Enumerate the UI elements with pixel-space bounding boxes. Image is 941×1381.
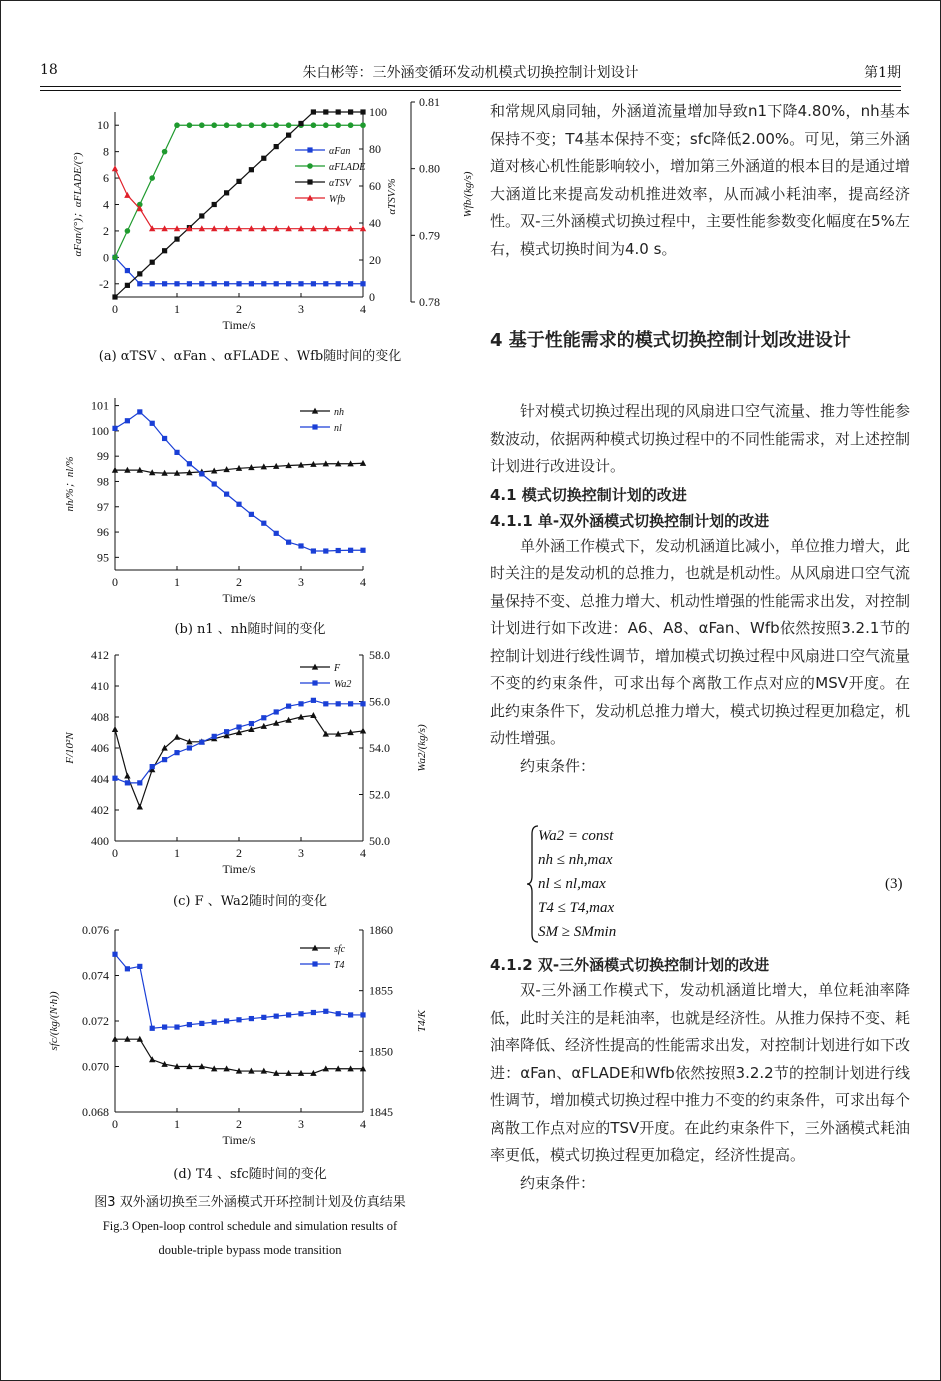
section-4-heading-wrap <box>490 326 910 356</box>
data-point-T4 <box>137 964 142 969</box>
data-point-αFLADE <box>149 175 155 181</box>
data-point-Wa2 <box>187 745 192 750</box>
data-point-F <box>112 726 118 732</box>
right-column-body <box>490 398 910 780</box>
data-point-Wa2 <box>286 704 291 709</box>
data-point-αFan <box>249 281 254 286</box>
equation-line-3: nl ≤ nl,max <box>538 876 606 892</box>
data-point-nl <box>298 543 303 548</box>
data-point-T4 <box>174 1024 179 1029</box>
series-line-αTSV <box>115 112 366 297</box>
panel-c-caption: (c) F 、Wa2随时间的变化 <box>173 894 327 909</box>
data-point-Wa2 <box>360 701 365 706</box>
y-axis-label-left: αFan/(°)；αFLADE/(°) <box>72 152 84 257</box>
data-point-αTSV <box>137 271 142 276</box>
data-point-αFLADE <box>187 122 193 128</box>
x-tick-label: 1 <box>174 302 180 316</box>
data-point-αTSV <box>212 202 217 207</box>
y-tick-label-left: 402 <box>91 803 109 817</box>
right-column-bottom <box>490 953 910 1197</box>
data-point-T4 <box>112 952 117 957</box>
data-point-Wa2 <box>174 750 179 755</box>
y-tick-label-mid: 60 <box>369 179 381 193</box>
y-tick-label-mid: 1845 <box>369 1105 393 1119</box>
data-point-αFLADE <box>348 122 354 128</box>
y-tick-label-left: -2 <box>99 276 109 291</box>
y-tick-label-left: 406 <box>91 741 109 755</box>
data-point-αFan <box>212 281 217 286</box>
data-point-αFLADE <box>335 122 341 128</box>
y-tick-label-mid: 20 <box>369 253 381 267</box>
y-tick-label-mid: 50.0 <box>369 834 390 848</box>
y-tick-label-right: 0.80 <box>419 161 440 176</box>
legend-marker-αFan <box>307 147 312 152</box>
data-point-αFan <box>336 281 341 286</box>
y-axis-label-right: Wfb/(kg/s) <box>462 171 474 218</box>
y-tick-label-mid: 40 <box>369 216 381 230</box>
data-point-T4 <box>311 1010 316 1015</box>
data-point-αFLADE <box>199 122 205 128</box>
subsection-4-1-1: 4.1.1 单-双外涵模式切换控制计划的改进 <box>490 511 770 530</box>
data-point-αTSV <box>311 109 316 114</box>
figure-caption-cn: 图3 双外涵切换至三外涵模式开环控制计划及仿真结果 <box>94 1195 406 1210</box>
constraint-label-1: 约束条件： <box>520 756 596 775</box>
x-tick-label: 3 <box>298 302 304 316</box>
figure-3-charts <box>40 92 485 1147</box>
y-tick-label-left: 97 <box>97 499 109 514</box>
data-point-T4 <box>323 1009 328 1014</box>
paragraph-4: 双-三外涵工作模式下，发动机涵道比增大，单位耗油率降低，此时关注的是耗油率，也就是经济性。从推力保持不变、耗油率降低、经济性提高的性能需求出发，对控制计划进行如下改进：αFan、αFLADE和Wfb依然按照3.2.2节的控制计划进行线性调节，增加模式切换过程中推力不变的约束条件，可求出每个离散工作点对应的TSV开度。在此约束条件下，三外涵模式耗油率更低，模式切换过程更加稳定，经济性提高。 <box>490 981 911 1164</box>
x-axis-label: Time/s <box>222 318 256 332</box>
data-point-Wa2 <box>162 757 167 762</box>
y-tick-label-left: 2 <box>103 223 109 238</box>
data-point-αFLADE <box>323 122 329 128</box>
equation-line-5: SM ≥ SMmin <box>538 924 617 940</box>
x-tick-label: 2 <box>236 575 242 589</box>
header-rule <box>40 86 901 87</box>
data-point-Wa2 <box>249 721 254 726</box>
y-tick-label-left: 0.070 <box>82 1059 109 1074</box>
y-axis-label-left: F/10²N <box>64 732 76 764</box>
paragraph-3: 单外涵工作模式下，发动机涵道比减小，单位推力增大，此时关注的是发动机的总推力，也就是机动性。从风扇进口空气流量保持不变、总推力增大、机动性增强的性能需求出发，对控制计划进行如下改进：A6、A8、αFan、Wfb依然按照3.2.1节的控制计划进行线性调节，增加模式切换过程中风扇进口空气流量不变的约束条件，可求出每个离散工作点对应的MSV开度。在此约束条件下，发动机总推力增大，模式切换过程更加稳定，机动性增强。 <box>490 536 911 747</box>
data-point-T4 <box>125 966 130 971</box>
legend-label-Wfb: Wfb <box>329 194 346 205</box>
legend-label-T4: T4 <box>334 960 345 971</box>
data-point-nl <box>150 421 155 426</box>
data-point-αTSV <box>125 283 130 288</box>
data-point-T4 <box>249 1016 254 1021</box>
x-tick-label: 1 <box>174 1117 180 1131</box>
y-tick-label-left: 98 <box>97 474 109 489</box>
data-point-T4 <box>348 1012 353 1017</box>
data-point-Wfb <box>124 192 130 198</box>
data-point-αFan <box>199 281 204 286</box>
data-point-F <box>360 728 366 734</box>
data-point-Wa2 <box>236 724 241 729</box>
x-tick-label: 0 <box>112 302 118 316</box>
data-point-T4 <box>236 1017 241 1022</box>
equation-line-1: Wa2 = const <box>538 828 614 844</box>
data-point-Wa2 <box>137 780 142 785</box>
data-point-αFan <box>286 281 291 286</box>
data-point-Wa2 <box>261 715 266 720</box>
data-point-nl <box>311 548 316 553</box>
data-point-αFan <box>274 281 279 286</box>
data-point-nl <box>199 471 204 476</box>
legend-marker-T4 <box>312 961 317 966</box>
figure-caption-en-1: Fig.3 Open-loop control schedule and simulation results of <box>102 1219 398 1233</box>
x-tick-label: 4 <box>360 1117 366 1131</box>
legend-marker-αTSV <box>307 179 312 184</box>
data-point-αTSV <box>298 121 303 126</box>
legend-label-Wa2: Wa2 <box>334 679 352 690</box>
subsection-4-1-2: 4.1.2 双-三外涵模式切换控制计划的改进 <box>490 956 770 974</box>
data-point-nl <box>125 418 130 423</box>
y-tick-label-mid: 1860 <box>369 923 393 937</box>
x-axis-label: Time/s <box>222 1133 256 1147</box>
data-point-T4 <box>187 1022 192 1027</box>
data-point-αFLADE <box>311 122 317 128</box>
y-tick-label-left: 0.076 <box>82 923 109 937</box>
data-point-T4 <box>261 1015 266 1020</box>
x-tick-label: 2 <box>236 846 242 860</box>
x-tick-label: 4 <box>360 575 366 589</box>
x-tick-label: 3 <box>298 1117 304 1131</box>
equation-line-4: T4 ≤ T4,max <box>538 900 615 916</box>
y-tick-label-left: 404 <box>91 772 109 786</box>
data-point-αFLADE <box>125 228 131 234</box>
panel-d-caption: (d) T4 、sfc随时间的变化 <box>173 1167 327 1182</box>
paragraph-2: 针对模式切换过程出现的风扇进口空气流量、推力等性能参数波动，依据两种模式切换过程中的不同性能需求，对上述控制计划进行改进设计。 <box>490 402 911 475</box>
series-line-αFLADE <box>115 125 366 257</box>
data-point-αFan <box>125 268 130 273</box>
data-point-αTSV <box>348 109 353 114</box>
data-point-sfc <box>149 1056 155 1062</box>
data-point-αTSV <box>261 156 266 161</box>
y-tick-label-left: 95 <box>97 550 109 565</box>
data-point-Wa2 <box>112 776 117 781</box>
data-point-T4 <box>212 1020 217 1025</box>
data-point-αFLADE <box>360 122 366 128</box>
data-point-αFLADE <box>249 122 255 128</box>
x-tick-label: 3 <box>298 575 304 589</box>
data-point-nl <box>224 492 229 497</box>
page-number: 18 <box>40 62 58 78</box>
data-point-αTSV <box>224 190 229 195</box>
data-point-αTSV <box>286 133 291 138</box>
data-point-T4 <box>274 1014 279 1019</box>
equation-number: (3) <box>885 876 903 892</box>
data-point-αFan <box>261 281 266 286</box>
data-point-αTSV <box>323 109 328 114</box>
issue-label: 第1期 <box>864 65 901 81</box>
data-point-αFLADE <box>112 255 118 261</box>
y-tick-label-mid: 1855 <box>369 983 393 998</box>
data-point-αFLADE <box>236 122 242 128</box>
y-tick-label-left: 96 <box>97 525 109 540</box>
y-tick-label-mid: 80 <box>369 142 381 156</box>
series-line-nl <box>115 412 363 551</box>
data-point-Wa2 <box>199 740 204 745</box>
y-tick-label-left: 410 <box>91 679 109 693</box>
data-point-nl <box>112 426 117 431</box>
y-tick-label-left: 0.072 <box>82 1014 109 1028</box>
header-rule-thin <box>40 90 901 91</box>
y-tick-label-left: 100 <box>91 423 109 438</box>
data-point-T4 <box>298 1011 303 1016</box>
data-point-T4 <box>286 1012 291 1017</box>
data-point-nl <box>274 531 279 536</box>
x-tick-label: 1 <box>174 846 180 860</box>
data-point-T4 <box>199 1021 204 1026</box>
running-title: 朱白彬等：三外涵变循环发动机模式切换控制计划设计 <box>302 65 639 81</box>
x-tick-label: 0 <box>112 1117 118 1131</box>
y-tick-label-left: 0.074 <box>82 968 109 983</box>
data-point-Wa2 <box>348 701 353 706</box>
y-tick-label-left: 99 <box>97 449 109 464</box>
running-header <box>40 62 901 86</box>
paragraph-1: 和常规风扇同轴，外涵道流量增加导致n1下降4.80%，nh基本保持不变；T4基本保持不变；sfc降低2.00%。可见，第三外涵道对核心机性能影响较小，增加第三外涵道的根本目的是通过增大涵道比来提高发动机推进效率，从而减小耗油率，提高经济性。双-三外涵模式切换过程中，主要性能参数变化幅度在5%左右，模式切换时间为4.0 s。 <box>490 102 911 258</box>
data-point-Wa2 <box>150 764 155 769</box>
y-axis-label-right: T4/K <box>416 1009 428 1033</box>
data-point-T4 <box>336 1011 341 1016</box>
data-point-αFLADE <box>261 122 267 128</box>
y-tick-label-left: 8 <box>103 144 109 159</box>
equation-line-2: nh ≤ nh,max <box>538 852 613 868</box>
data-point-T4 <box>150 1026 155 1031</box>
y-tick-label-mid: 1850 <box>369 1044 393 1059</box>
figure-caption-en-2: double-triple bypass mode transition <box>158 1243 342 1257</box>
data-point-αTSV <box>150 260 155 265</box>
y-tick-label-left: 0.068 <box>82 1105 109 1119</box>
data-point-αFan <box>187 281 192 286</box>
data-point-nl <box>261 521 266 526</box>
data-point-nl <box>336 548 341 553</box>
data-point-Wa2 <box>298 701 303 706</box>
data-point-αFan <box>323 281 328 286</box>
data-point-Wa2 <box>311 698 316 703</box>
data-point-Wa2 <box>323 701 328 706</box>
constraint-label-2: 约束条件： <box>520 1173 596 1192</box>
data-point-nl <box>249 512 254 517</box>
data-point-T4 <box>360 1012 365 1017</box>
data-point-αFLADE <box>273 122 279 128</box>
data-point-Wa2 <box>125 780 130 785</box>
data-point-F <box>137 804 143 810</box>
data-point-nl <box>187 461 192 466</box>
data-point-T4 <box>162 1024 167 1029</box>
data-point-F <box>124 773 130 779</box>
data-point-αFan <box>137 281 142 286</box>
y-tick-label-mid: 0 <box>369 290 375 304</box>
x-tick-label: 0 <box>112 846 118 860</box>
data-point-αFan <box>150 281 155 286</box>
data-point-αFLADE <box>174 122 180 128</box>
panel-a-caption: (a) αTSV 、αFan 、αFLADE 、Wfb随时间的变化 <box>98 349 402 364</box>
legend-label-nl: nl <box>334 423 342 434</box>
data-point-αFan <box>236 281 241 286</box>
data-point-nl <box>360 548 365 553</box>
data-point-αFLADE <box>286 122 292 128</box>
data-point-αFan <box>174 281 179 286</box>
legend-marker-αFLADE <box>307 163 313 169</box>
section-4-heading: 4 基于性能需求的模式切换控制计划改进设计 <box>490 330 851 351</box>
data-point-αTSV <box>336 109 341 114</box>
data-point-Wa2 <box>212 734 217 739</box>
data-point-nl <box>323 548 328 553</box>
right-column-top <box>490 98 910 263</box>
x-tick-label: 4 <box>360 846 366 860</box>
data-point-nl <box>236 502 241 507</box>
data-point-αFan <box>348 281 353 286</box>
x-axis-label: Time/s <box>222 862 256 876</box>
data-point-nl <box>212 481 217 486</box>
data-point-F <box>310 712 316 718</box>
data-point-nl <box>137 409 142 414</box>
y-tick-label-mid: 52.0 <box>369 787 390 802</box>
data-point-αFan <box>224 281 229 286</box>
legend-marker-nl <box>312 424 317 429</box>
data-point-Wa2 <box>274 709 279 714</box>
y-tick-label-left: 4 <box>103 197 109 212</box>
legend-marker-Wa2 <box>312 680 317 685</box>
data-point-αFan <box>162 281 167 286</box>
y-tick-label-right: 0.81 <box>419 95 440 109</box>
y-tick-label-left: 10 <box>97 118 109 133</box>
data-point-αFan <box>311 281 316 286</box>
data-point-F <box>174 734 180 740</box>
data-point-αTSV <box>249 167 254 172</box>
legend-label-F: F <box>334 663 341 674</box>
x-tick-label: 1 <box>174 575 180 589</box>
subsection-4-1: 4.1 模式切换控制计划的改进 <box>490 485 687 504</box>
y-tick-label-left: 412 <box>91 648 109 662</box>
x-tick-label: 2 <box>236 302 242 316</box>
data-point-T4 <box>224 1018 229 1023</box>
data-point-αTSV <box>360 109 365 114</box>
y-axis-label-left: nh/%；nl/% <box>64 456 76 512</box>
y-tick-label-right: 0.79 <box>419 228 440 243</box>
y-axis-label-left: sfc/(kg/(N·h)) <box>48 991 60 1051</box>
data-point-nl <box>174 450 179 455</box>
y-tick-label-left: 408 <box>91 710 109 724</box>
y-tick-label-left: 6 <box>103 171 109 186</box>
data-point-αTSV <box>199 213 204 218</box>
y-tick-label-left: 0 <box>103 250 109 265</box>
legend-label-αFLADE: αFLADE <box>329 162 366 173</box>
y-tick-label-left: 101 <box>91 398 109 413</box>
x-axis-label: Time/s <box>222 591 256 605</box>
y-tick-label-mid: 56.0 <box>369 694 390 709</box>
data-point-αFLADE <box>224 122 230 128</box>
y-tick-label-mid: 54.0 <box>369 741 390 755</box>
series-line-T4 <box>115 954 363 1028</box>
y-tick-label-left: 400 <box>91 834 109 848</box>
data-point-αTSV <box>174 236 179 241</box>
data-point-αFan <box>360 281 365 286</box>
data-point-αTSV <box>162 248 167 253</box>
data-point-nl <box>286 540 291 545</box>
data-point-nl <box>162 436 167 441</box>
y-tick-label-mid: 100 <box>369 105 387 119</box>
legend-label-sfc: sfc <box>334 944 346 955</box>
x-tick-label: 2 <box>236 1117 242 1131</box>
figure-3 <box>40 92 480 1147</box>
data-point-nl <box>348 548 353 553</box>
data-point-Wa2 <box>336 701 341 706</box>
y-tick-label-right: 0.78 <box>419 295 440 309</box>
data-point-αTSV <box>274 144 279 149</box>
data-point-Wa2 <box>224 729 229 734</box>
data-point-αTSV <box>236 179 241 184</box>
x-tick-label: 4 <box>360 302 366 316</box>
data-point-αTSV <box>112 294 117 299</box>
legend-label-αFan: αFan <box>329 146 351 157</box>
y-tick-label-mid: 58.0 <box>369 648 390 662</box>
y-axis-label-right: Wa2/(kg/s) <box>416 724 428 772</box>
x-tick-label: 3 <box>298 846 304 860</box>
y-axis-label-mid: αTSV/% <box>386 178 398 215</box>
data-point-αFLADE <box>162 149 168 155</box>
data-point-αFan <box>298 281 303 286</box>
x-tick-label: 0 <box>112 575 118 589</box>
data-point-αFLADE <box>211 122 217 128</box>
legend-label-αTSV: αTSV <box>329 178 351 189</box>
legend-label-nh: nh <box>334 407 344 418</box>
data-point-Wfb <box>112 165 118 171</box>
panel-b-caption: (b) n1 、nh随时间的变化 <box>174 622 326 637</box>
